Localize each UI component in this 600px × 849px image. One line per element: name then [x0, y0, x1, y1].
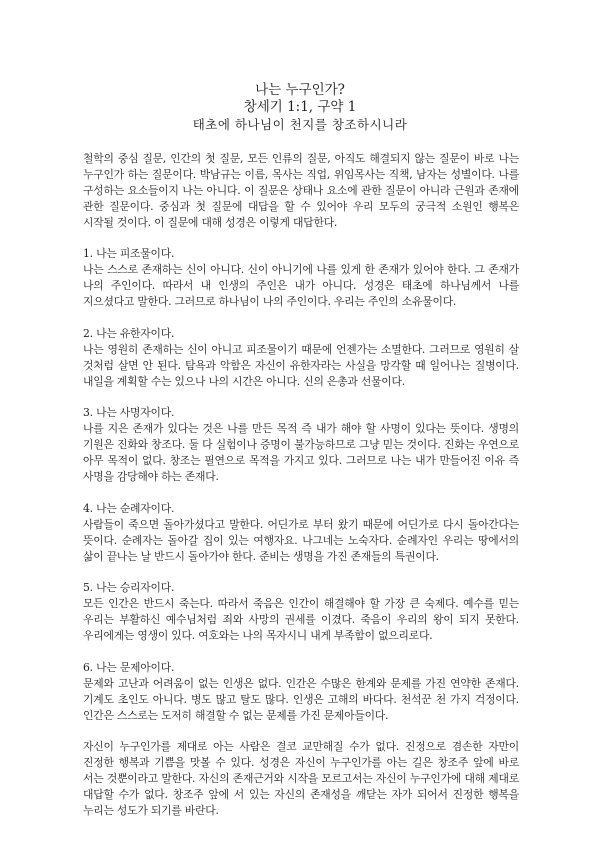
section-2: [83, 326, 519, 390]
section-heading: 4. 나는 순례자이다.: [83, 501, 175, 515]
scripture-reference: 창세기 1:1, 구약 1: [243, 99, 357, 115]
section-1: [83, 246, 519, 310]
intro-paragraph: 철학의 중심 질문, 인간의 첫 질문, 모든 인류의 질문, 아직도 해결되지 않는 질문이 바로 나는 누구인가 하는 질문이다. 박남규는 이름, 목사는 직업, 위임목사는 직책, 남자는 성별이다. 나를 구성하는 요소들이지 나는 아니다. 이 질문은 상태나 요소에 관한 질문이 아니라 근원과 존재에 관한 질문이다. 중심과 첫 질문에 대답을 할 수 있어야 우리 모두의 궁극적 소원인 행복은 시작될 것이다. 이 질문에 대해 성경은 이렇게 대답한다.: [83, 152, 519, 229]
section-text: 나는 스스로 존재하는 신이 아니다. 신이 아니기에 나를 있게 한 존재가 있어야 한다. 그 존재가 나의 주인이다. 따라서 내 인생의 주인은 내가 아니다. 성경은 태초에 하나님께서 나를 지으셨다고 말한다. 그러므로 하나님이 나의 주인이다. 우리는 주인의 소유물이다.: [83, 263, 519, 309]
section-6: [83, 660, 519, 724]
section-heading: 3. 나는 사명자이다.: [83, 406, 175, 420]
conclusion-paragraph: 자신이 누구인가를 제대로 아는 사람은 결코 교만해질 수가 없다. 진정으로 겸손한 자만이 진정한 행복과 기쁨을 맛볼 수 있다. 성경은 자신이 누구인가를 아는 길은 창조주 앞에 바로 서는 것뿐이라고 말한다. 자신의 존재근거와 시작을 모르고서는 자신이 누구인가에 대해 제대로 대답할 수가 없다. 창조주 앞에 서 있는 자신의 존재성을 깨닫는 자가 되어서 진정한 행복을 누리는 성도가 되기를 바란다.: [83, 740, 519, 818]
section-text: 모든 인간은 반드시 죽는다. 따라서 죽음은 인간이 해결해야 할 가장 큰 숙제다. 예수를 믿는 우리는 부활하신 예수님처럼 죄와 사망의 권세를 이겼다. 죽음이 우리의 왕이 되지 못한다. 우리에게는 영생이 있다. 여호와는 나의 목자시니 내게 부족함이 없으리로다.: [83, 597, 519, 643]
section-heading: 2. 나는 유한자이다.: [83, 326, 175, 340]
section-text: 나를 지은 존재가 있다는 것은 나를 만든 목적 즉 내가 해야 할 사명이 있다는 뜻이다. 생명의 기원은 진화와 창조다. 둘 다 실험이나 증명이 불가능하므로 그냥 믿는 것이다. 진화는 우연으로 아무 목적이 없다. 창조는 필연으로 목적을 가지고 있다. 그러므로 나는 내가 만들어진 이유 즉 사명을 감당해야 하는 존재다.: [83, 422, 519, 484]
section-text: 문제와 고난과 어려움이 없는 인생은 없다. 인간은 수많은 한계와 문제를 가진 연약한 존재다. 기계도 초인도 아니다. 병도 많고 탈도 많다. 인생은 고해의 바다다. 천석꾼 천 가지 걱정이다. 인간은 스스로는 도저히 해결할 수 없는 문제를 가진 문제아들이다.: [83, 676, 519, 722]
section-heading: 5. 나는 승리자이다.: [83, 581, 175, 595]
section-5: [83, 580, 519, 644]
document-header: [0, 82, 600, 133]
section-4: [83, 501, 519, 565]
section-3: [83, 405, 519, 485]
scripture-verse: 태초에 하나님이 천지를 창조하시니라: [192, 117, 408, 132]
section-heading: 1. 나는 피조물이다.: [83, 247, 175, 261]
section-heading: 6. 나는 문제아이다.: [83, 660, 175, 674]
section-text: 나는 영원히 존재하는 신이 아니고 피조물이기 때문에 언젠가는 소멸한다. 그러므로 영원히 살 것처럼 살면 안 된다. 탐욕과 악함은 자신이 유한자라는 사실을 망각할 때 일어나는 질병이다. 내일을 계획할 수는 있으나 나의 시간은 아니다. 신의 은총과 선물이다.: [83, 342, 519, 388]
document-body: [83, 151, 519, 835]
section-text: 사람들이 죽으면 돌아가셨다고 말한다. 어딘가로 부터 왔기 때문에 어딘가로 다시 돌아간다는 뜻이다. 순례자는 돌아갈 집이 있는 여행자요. 나그네는 노숙자다. 순례자인 우리는 땅에서의 삶이 끝나는 날 반드시 돌아가야 한다. 준비는 생명을 가진 존재들의 특권이다.: [83, 517, 519, 563]
page-title: 나는 누구인가?: [255, 82, 345, 98]
